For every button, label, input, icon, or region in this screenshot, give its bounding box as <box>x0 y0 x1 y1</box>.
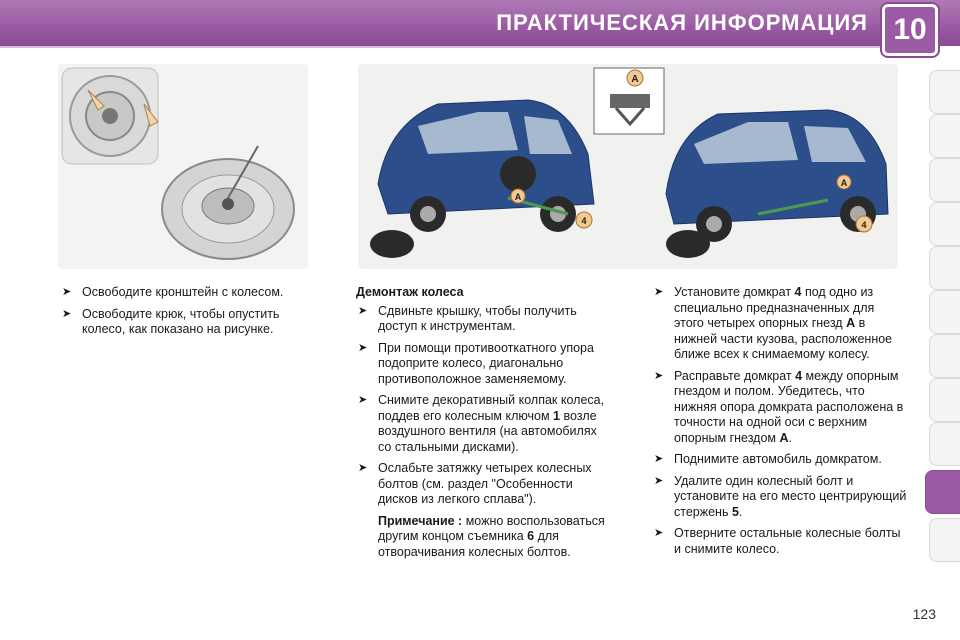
list-item: ➤ Отверните остальные колесные болты и снимите колесо. <box>654 526 901 556</box>
chapter-tab[interactable] <box>929 246 960 290</box>
chapter-tab[interactable] <box>929 334 960 378</box>
chapter-badge <box>882 4 938 56</box>
list-item: ➤ Расправьте домкрат 4 между опорным гнездом и полом. Убедитесь, что нижняя опора домкрата расположена в точности на одной оси с верхним опорным гнездом A. <box>654 368 904 445</box>
bullet-icon: ➤ <box>358 341 368 354</box>
callout-4-label: 4 <box>861 220 867 230</box>
bullet-icon: ➤ <box>358 462 368 474</box>
bullet-icon: ➤ <box>62 286 72 298</box>
chapter-tabs <box>926 70 960 580</box>
callout-a-label: A <box>840 178 848 188</box>
bullet-icon: ➤ <box>654 286 664 298</box>
right-text-column <box>652 285 907 563</box>
bullet-icon: ➤ <box>358 394 368 406</box>
jack-placement-illustration <box>358 64 898 269</box>
chapter-tab[interactable] <box>929 518 960 562</box>
header-band <box>0 0 960 46</box>
list-item: ➤ При помощи противооткатного упора подоприте колесо, диагонально противоположное заменяемому. <box>358 340 594 386</box>
bullet-icon: ➤ <box>654 453 664 465</box>
list-item: ➤ Освободите крюк, чтобы опустить колесо, как показано на рисунке. <box>62 306 280 336</box>
chapter-tab[interactable] <box>929 114 960 158</box>
list-item: ➤ Сдвиньте крышку, чтобы получить доступ к инструментам. <box>358 303 577 333</box>
bullet-icon: ➤ <box>654 474 664 487</box>
chapter-tab-active[interactable] <box>925 470 960 514</box>
callout-a-label: A <box>514 192 522 202</box>
list-item: ➤ Ослабьте затяжку четырех колесных болтов (см. раздел "Особенности дисков из легкого сплава"). <box>358 461 592 506</box>
list-item: ➤ Установите домкрат 4 под одно из специально предназначенных для этого четырех опорных гнезд A в нижней части кузова, расположенное ближе всех к снимаемому колесу. <box>654 285 893 361</box>
callout-4-label: 4 <box>581 216 587 226</box>
bullet-icon: ➤ <box>654 527 664 539</box>
left-text-column <box>60 285 315 344</box>
note-paragraph: Примечание : можно воспользоваться другим концом съемника 6 для отворачивания колесных болтов. <box>378 513 605 559</box>
list-item: ➤ Освободите кронштейн с колесом. <box>62 285 284 299</box>
header-divider <box>0 46 880 48</box>
bullet-icon: ➤ <box>654 369 664 382</box>
list-item: ➤ Поднимите автомобиль домкратом. <box>654 452 882 466</box>
bullet-icon: ➤ <box>358 304 368 317</box>
list-item: ➤ Снимите декоративный колпак колеса, поддев его колесным ключом 1 возле воздушного вентиля (на автомобилях со стальными дисками). <box>358 393 605 454</box>
spare-wheel-drawing <box>58 64 308 269</box>
chapter-number: 10 <box>893 13 927 46</box>
list-item: ➤ Удалите один колесный болт и установите на его место центрирующий стержень 5. <box>654 473 907 519</box>
page-title: ПРАКТИЧЕСКАЯ ИНФОРМАЦИЯ <box>496 10 868 35</box>
section-heading: Демонтаж колеса <box>356 285 464 299</box>
middle-text-column <box>356 285 608 560</box>
spare-wheel-illustration <box>58 64 308 269</box>
chapter-tab[interactable] <box>929 290 960 334</box>
chapter-tab[interactable] <box>929 202 960 246</box>
chapter-tab[interactable] <box>929 378 960 422</box>
car-jack-drawing <box>358 64 898 269</box>
page-number: 123 <box>912 606 936 622</box>
bullet-icon: ➤ <box>62 307 72 320</box>
chapter-tab[interactable] <box>929 422 960 466</box>
chapter-tab[interactable] <box>929 70 960 114</box>
chapter-tab[interactable] <box>929 158 960 202</box>
callout-a-label: A <box>631 74 639 85</box>
